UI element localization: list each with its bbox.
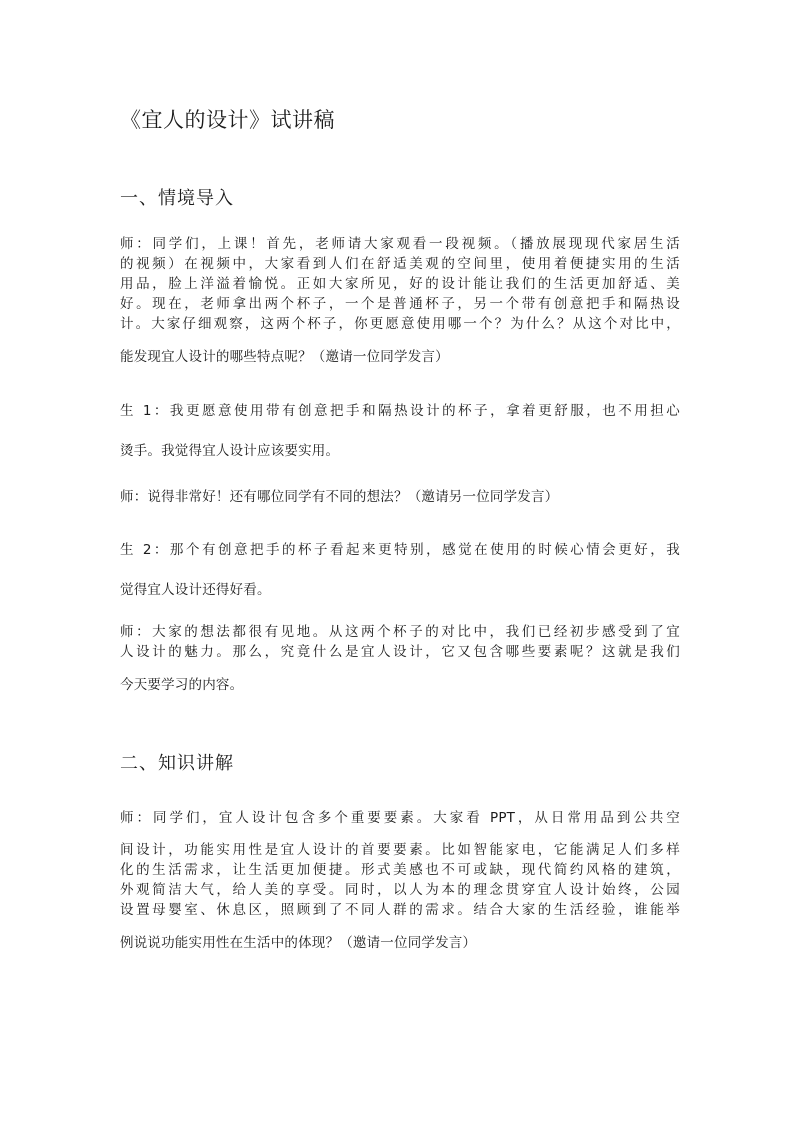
paragraph-line: 用品，脸上洋溢着愉悦。正如大家所见，好的设计能让我们的生活更加舒适、美 [120, 276, 680, 292]
paragraph-line: 师：说得非常好！还有哪位同学有不同的想法？（邀请另一位同学发言） [120, 489, 559, 505]
paragraph-line: 好。现在，老师拿出两个杯子，一个是普通杯子，另一个带有创意把手和隔热设 [120, 296, 680, 312]
paragraph-line: 师：同学们，宜人设计包含多个重要要素。大家看 PPT，从日常用品到公共空 [120, 810, 680, 826]
paragraph-line: 人设计的魅力。那么，究竟什么是宜人设计，它又包含哪些要素呢？这就是我们 [120, 644, 680, 660]
paragraph-line: 外观简洁大气，给人美的享受。同时，以人为本的理念贯穿宜人设计始终，公园 [120, 882, 680, 898]
paragraph-line: 师：同学们，上课！首先，老师请大家观看一段视频。（播放展现现代家居生活 [120, 236, 680, 252]
paragraph-line: 计。大家仔细观察，这两个杯子，你更愿意使用哪一个？为什么？从这个对比中， [120, 316, 680, 332]
paragraph-line: 间设计，功能实用性是宜人设计的首要要素。比如智能家电，它能满足人们多样 [120, 842, 680, 858]
paragraph-line: 设置母婴室、休息区，照顾到了不同人群的需求。结合大家的生活经验，谁能举 [120, 902, 680, 918]
paragraph-line: 师：大家的想法都很有见地。从这两个杯子的对比中，我们已经初步感受到了宜 [120, 624, 680, 640]
paragraph-line: 生 1：我更愿意使用带有创意把手和隔热设计的杯子，拿着更舒服，也不用担心 [120, 403, 680, 419]
section-heading-knowledge: 二、知识讲解 [120, 753, 234, 774]
document-title: 《宜人的设计》试讲稿 [120, 108, 335, 132]
paragraph-line: 觉得宜人设计还得好看。 [120, 582, 271, 598]
paragraph-line: 生 2：那个有创意把手的杯子看起来更特别，感觉在使用的时候心情会更好，我 [120, 542, 680, 558]
paragraph-line: 烫手。我觉得宜人设计应该要实用。 [120, 443, 340, 459]
section-heading-intro: 一、情境导入 [120, 188, 234, 209]
paragraph-line: 化的生活需求，让生活更加便捷。形式美感也不可或缺，现代简约风格的建筑， [120, 862, 680, 878]
paragraph-line: 能发现宜人设计的哪些特点呢？（邀请一位同学发言） [120, 349, 449, 365]
paragraph-line: 例说说功能实用性在生活中的体现？（邀请一位同学发言） [120, 935, 477, 951]
paragraph-line: 今天要学习的内容。 [120, 677, 244, 693]
paragraph-line: 的视频）在视频中，大家看到人们在舒适美观的空间里，使用着便捷实用的生活 [120, 256, 680, 272]
